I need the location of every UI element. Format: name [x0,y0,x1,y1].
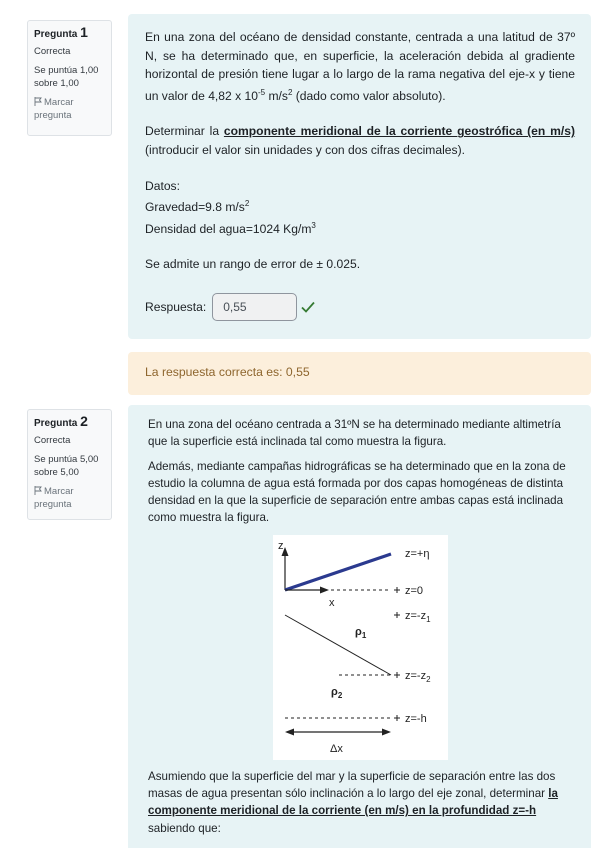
x-axis-label: x [329,596,335,609]
check-icon [301,301,315,313]
question-2-text-2: Además, mediante campañas hidrográficas se ha determinado que en la zona de estudio la columna de agua está formada por dos capas homogéneas de distinta densidad en la que la superficie de separación entre ambas capas está inclinada como muestra la figura. [148,459,566,525]
zh-label: z=-h [405,712,427,725]
question-1-info [27,20,112,136]
z2-label: $z=-z_2$ [405,669,431,684]
flag-icon [34,486,42,495]
dx-arrow-left [285,728,294,735]
question-grade: Se puntúa 1,00 sobre 1,00 [34,65,99,89]
error-range-text: Se admite un rango de error de ± 0.025. [145,257,361,272]
dx-label: Δx [330,742,343,755]
question-number: Pregunta 2 [34,413,88,429]
layers-figure [273,535,448,760]
question-state: Correcta [34,435,71,446]
answer-input[interactable]: 0,55 [212,293,297,321]
flag-question-link[interactable]: Marcar pregunta [34,97,74,121]
flag-question-link[interactable]: Marcar pregunta [34,486,74,510]
question-grade: Se puntúa 5,00 sobre 5,00 [34,454,99,478]
question-number: Pregunta 1 [34,24,88,40]
eta-label: z=+η [405,547,430,560]
layers-diagram [273,535,448,760]
interface-line [285,615,391,675]
x-axis-arrow [320,586,329,593]
dx-arrow-right [382,728,391,735]
correct-answer-feedback: La respuesta correcta es: 0,55 [128,352,591,395]
question-state: Correcta [34,46,71,57]
question-2-info [27,409,112,520]
sea-surface-line [285,554,391,590]
question-2-content [128,405,591,848]
question-2-text-3: Asumiendo que la superficie del mar y la superficie de separación entre las dos masas de agua presentan sólo inclinación a lo largo del eje zonal, determinar la componente meridional de la corriente (en m/s) en la profundidad z=-h sabiendo que: [148,769,558,835]
answer-label: Respuesta: [145,299,207,314]
rho1-label: $\rho_1$ [355,625,367,640]
flag-icon [34,97,42,106]
rho2-label: $\rho_2$ [331,685,343,700]
question-1-content [128,14,591,339]
question-2-text-1: En una zona del océano centrada a 31ºN se ha determinado mediante altimetría que la superficie está inclinada tal como muestra la figura. [148,418,561,449]
datos-block: Datos: Gravedad=9.8 $m/s^2$ Densidad del agua=1024 $Kg/m^3$ [145,178,316,236]
z0-label: z=0 [405,584,424,597]
answer-row [145,293,575,321]
question-1-text: En una zona del océano de densidad constante, centrada a una latitud de 37º N, se ha determinado que, en superficie, la aceleración debida al gradiente horizontal de presión tiene lugar a lo largo de la rama negativa del eje-x y tiene un valor de 4,82 x $10^{-5}$ $m/s^2$ (dado como valor absoluto). [145,30,575,103]
question-1-instruction: Determinar la componente meridional de la corriente geostrófica (en m/s) (introducir el valor sin unidades y con dos cifras decimales). [145,124,576,157]
z-axis-label: z [278,539,284,552]
z1-label: $z=-z_1$ [405,609,431,624]
